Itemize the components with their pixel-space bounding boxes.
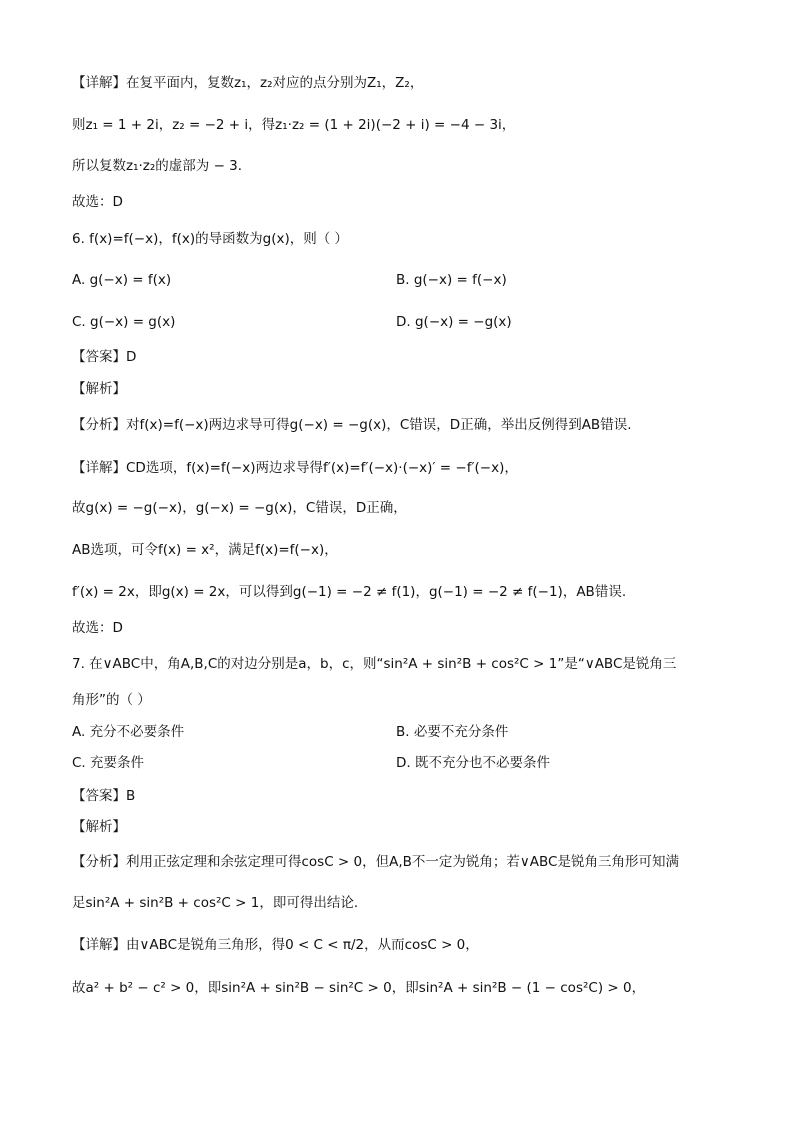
question-7-option-c: C. 充要条件 <box>72 755 145 771</box>
question-6-option-c: C. g(−x) = g(x) <box>72 314 176 330</box>
answer-label: 【答案】D <box>72 349 137 365</box>
question-7-option-d: D. 既不充分也不必要条件 <box>396 755 550 771</box>
question-7-option-a: A. 充分不必要条件 <box>72 724 185 740</box>
analysis-line: 【分析】对f(x)=f(−x)两边求导可得g(−x) = −g(x)，C错误，D正确，举出反例得到AB错误. <box>72 417 632 433</box>
solution-detail-line: 【详解】CD选项，f(x)=f(−x)两边求导得f′(x)=f′(−x)·(−x)′ = −f′(−x)， <box>72 460 518 476</box>
solution-detail-line: f′(x) = 2x，即g(x) = 2x，可以得到g(−1) = −2 ≠ f(1)，g(−1) = −2 ≠ f(−1)，AB错误. <box>72 584 627 600</box>
question-7-stem-continued: 角形”的（ ） <box>72 692 151 708</box>
question-6-option-a: A. g(−x) = f(x) <box>72 272 172 288</box>
solution-detail-line: 故a² + b² − c² > 0，即sin²A + sin²B − sin²C > 0，即sin²A + sin²B − (1 − cos²C) > 0， <box>72 980 646 996</box>
analysis-line-continued: 足sin²A + sin²B + cos²C > 1，即可得出结论. <box>72 895 359 911</box>
solution-detail-line: AB选项，可令f(x) = x²，满足f(x)=f(−x)， <box>72 542 338 558</box>
answer-choice-line: 故选：D <box>72 194 123 210</box>
question-6-stem: 6. f(x)=f(−x)，f(x)的导函数为g(x)，则（ ） <box>72 231 349 247</box>
analysis-label: 【解析】 <box>72 819 126 835</box>
solution-detail-line: 【详解】由∨ABC是锐角三角形，得0 < C < π/2，从而cosC > 0， <box>72 937 479 953</box>
solution-detail-line: 则z₁ = 1 + 2i，z₂ = −2 + i，得z₁·z₂ = (1 + 2i)(−2 + i) = −4 − 3i， <box>72 117 516 133</box>
solution-detail-line: 故g(x) = −g(−x)，g(−x) = −g(x)，C错误，D正确， <box>72 500 407 516</box>
solution-detail-line: 所以复数z₁·z₂的虚部为 − 3． <box>72 158 252 174</box>
solution-detail-line: 【详解】在复平面内，复数z₁，z₂对应的点分别为Z₁，Z₂， <box>72 75 424 91</box>
analysis-line: 【分析】利用正弦定理和余弦定理可得cosC > 0，但A,B不一定为锐角；若∨ABC是锐角三角形可知满 <box>72 854 679 870</box>
question-6-option-b: B. g(−x) = f(−x) <box>396 272 507 288</box>
question-7-option-b: B. 必要不充分条件 <box>396 724 509 740</box>
question-7-stem: 7. 在∨ABC中，角A,B,C的对边分别是a，b，c，则“sin²A + sin²B + cos²C > 1”是“∨ABC是锐角三 <box>72 656 677 672</box>
answer-choice-line: 故选：D <box>72 620 123 636</box>
answer-label: 【答案】B <box>72 788 136 804</box>
question-6-option-d: D. g(−x) = −g(x) <box>396 314 512 330</box>
analysis-label: 【解析】 <box>72 381 126 397</box>
